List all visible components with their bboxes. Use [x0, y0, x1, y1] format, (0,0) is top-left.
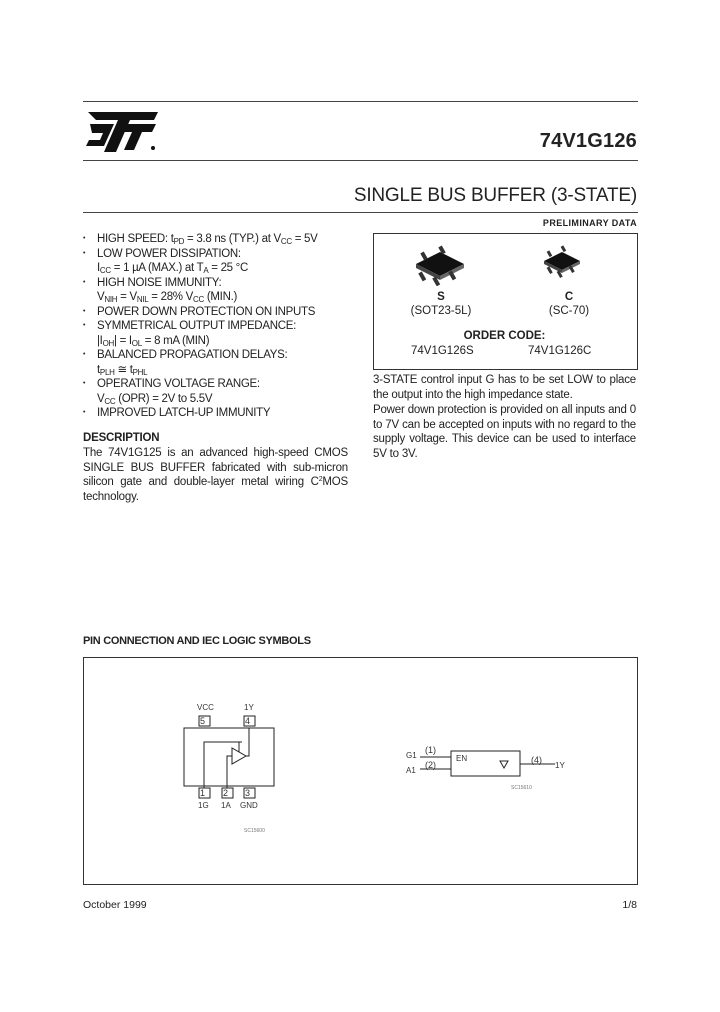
- feature-sub: CC: [104, 396, 116, 406]
- feature-item: [83, 377, 368, 392]
- order-code-s: 74V1G126S: [411, 345, 474, 357]
- pin-5-label: VCC: [197, 703, 214, 712]
- pin-2-num: 2: [223, 788, 229, 798]
- feature-text: HIGH SPEED: t: [97, 233, 174, 245]
- feature-text: |I: [97, 334, 103, 347]
- pin-2-label: 1A: [221, 801, 231, 810]
- feature-sub: PLH: [99, 367, 115, 377]
- footer-page: 1/8: [622, 899, 637, 911]
- sot23-package-icon: [410, 244, 472, 286]
- st-logo: [84, 108, 164, 154]
- description-body-a: The 74V1G125 is an advanced high-speed CMOS SINGLE BUS BUFFER fabricated with sub-micron silicon gate and double-layer metal wiring C: [83, 447, 348, 488]
- iec-input-g1-name: G1: [406, 751, 417, 760]
- feature-sub: PD: [173, 237, 185, 246]
- pin-3-label: GND: [240, 801, 258, 810]
- pin-4-label: 1Y: [244, 703, 254, 712]
- iec-output-num: (4): [531, 755, 542, 765]
- feature-item: [83, 261, 368, 276]
- iec-en-label: EN: [456, 754, 468, 763]
- order-code-heading: ORDER CODE:: [463, 330, 546, 342]
- pin-section-heading: PIN CONNECTION AND IEC LOGIC SYMBOLS: [83, 635, 311, 647]
- feature-text: HIGH NOISE IMMUNITY:: [97, 276, 222, 289]
- feature-item: [83, 305, 368, 320]
- pin-connection-diagram: [180, 700, 300, 845]
- feature-rest: = 1 µA (MAX.) at T: [110, 262, 204, 274]
- pin-diagram-code: SC15600: [244, 828, 265, 834]
- package-c-name: (SC-70): [548, 305, 590, 317]
- iec-output-name: 1Y: [555, 761, 565, 770]
- iec-input-a1-name: A1: [406, 766, 416, 775]
- feature-text: SYMMETRICAL OUTPUT IMPEDANCE:: [97, 320, 296, 332]
- feature-text: POWER DOWN PROTECTION ON INPUTS: [97, 305, 316, 318]
- package-c-label: C: [564, 291, 574, 303]
- description-text: [83, 446, 348, 504]
- feature-item: [83, 232, 368, 247]
- iec-input-a1-num: (2): [425, 760, 436, 770]
- feature-text: V: [97, 392, 105, 405]
- feature-rest2: = 25 °C: [208, 262, 248, 274]
- feature-rest: ≅ t: [114, 363, 133, 376]
- feature-sub: OH: [102, 338, 114, 348]
- top-rule: [83, 101, 638, 102]
- feature-text: BALANCED PROPAGATION DELAYS:: [97, 349, 288, 361]
- feature-sub2: OL: [131, 338, 142, 348]
- feature-item: [83, 363, 368, 378]
- feature-text: OPERATING VOLTAGE RANGE:: [97, 378, 260, 390]
- feature-item: [83, 348, 368, 363]
- feature-rest: (OPR) = 2V to 5.5V: [115, 392, 213, 405]
- iec-input-g1-num: (1): [425, 745, 436, 755]
- package-s-label: S: [437, 291, 445, 303]
- document-title: SINGLE BUS BUFFER (3-STATE): [353, 185, 637, 206]
- package-s-name: (SOT23-5L): [410, 305, 472, 317]
- pin-5-num: 5: [200, 716, 206, 726]
- feature-rest2: = 5V: [291, 233, 318, 245]
- title-rule: [83, 212, 638, 213]
- features-list: [83, 232, 368, 421]
- description-sup: 2: [318, 476, 323, 483]
- sc70-package-icon: [540, 245, 584, 279]
- feature-item: [83, 290, 368, 305]
- feature-rest2: = 28% V: [148, 291, 193, 303]
- power-down-paragraph: Power down protection is provided on all inputs and 0 to 7V can be accepted on inputs with no regard to the supply voltage. This device can be used to interface 5V to 3V.: [373, 404, 636, 460]
- feature-text: LOW POWER DISSIPATION:: [97, 247, 241, 260]
- feature-item: [83, 276, 368, 291]
- pin-4-num: 4: [245, 716, 251, 726]
- feature-rest: = 3.8 ns (TYP.) at V: [184, 233, 281, 245]
- order-code-c: 74V1G126C: [528, 345, 592, 357]
- description-heading: DESCRIPTION: [83, 432, 160, 444]
- feature-item: [83, 406, 368, 421]
- feature-sub2: A: [203, 266, 209, 275]
- feature-rest3: (MIN.): [203, 291, 237, 303]
- feature-text: IMPROVED LATCH-UP IMMUNITY: [97, 407, 271, 419]
- header-rule: [83, 160, 638, 161]
- feature-text: V: [97, 291, 105, 303]
- feature-sub3: CC: [193, 295, 204, 304]
- feature-rest: | = I: [114, 334, 132, 347]
- feature-item: [83, 247, 368, 262]
- iec-code: SC15610: [511, 785, 532, 791]
- right-column-text: [373, 373, 636, 462]
- pin-1-num: 1: [200, 788, 206, 798]
- three-state-paragraph: 3-STATE control input G has to be set LOW to place the output into the high impedance state.: [373, 374, 636, 401]
- feature-item: [83, 319, 368, 334]
- feature-text: t: [97, 363, 100, 376]
- feature-sub2: PHL: [132, 367, 148, 377]
- part-number: 74V1G126: [539, 130, 637, 152]
- feature-item: [83, 334, 368, 349]
- feature-rest2: = 8 mA (MIN): [141, 334, 210, 347]
- feature-sub2: NIL: [136, 295, 149, 304]
- feature-text: I: [97, 262, 100, 274]
- feature-rest: = V: [117, 291, 137, 303]
- iec-logic-symbol: [420, 740, 570, 785]
- footer-date: October 1999: [83, 899, 147, 911]
- feature-sub2: CC: [280, 237, 292, 246]
- feature-sub: NIH: [104, 295, 118, 304]
- feature-item: [83, 392, 368, 407]
- pin-3-num: 3: [245, 788, 251, 798]
- feature-sub: CC: [99, 266, 111, 275]
- preliminary-label: PRELIMINARY DATA: [542, 218, 637, 228]
- pin-1-label: 1G: [198, 801, 209, 810]
- description-body-b: MOS technology.: [83, 476, 348, 503]
